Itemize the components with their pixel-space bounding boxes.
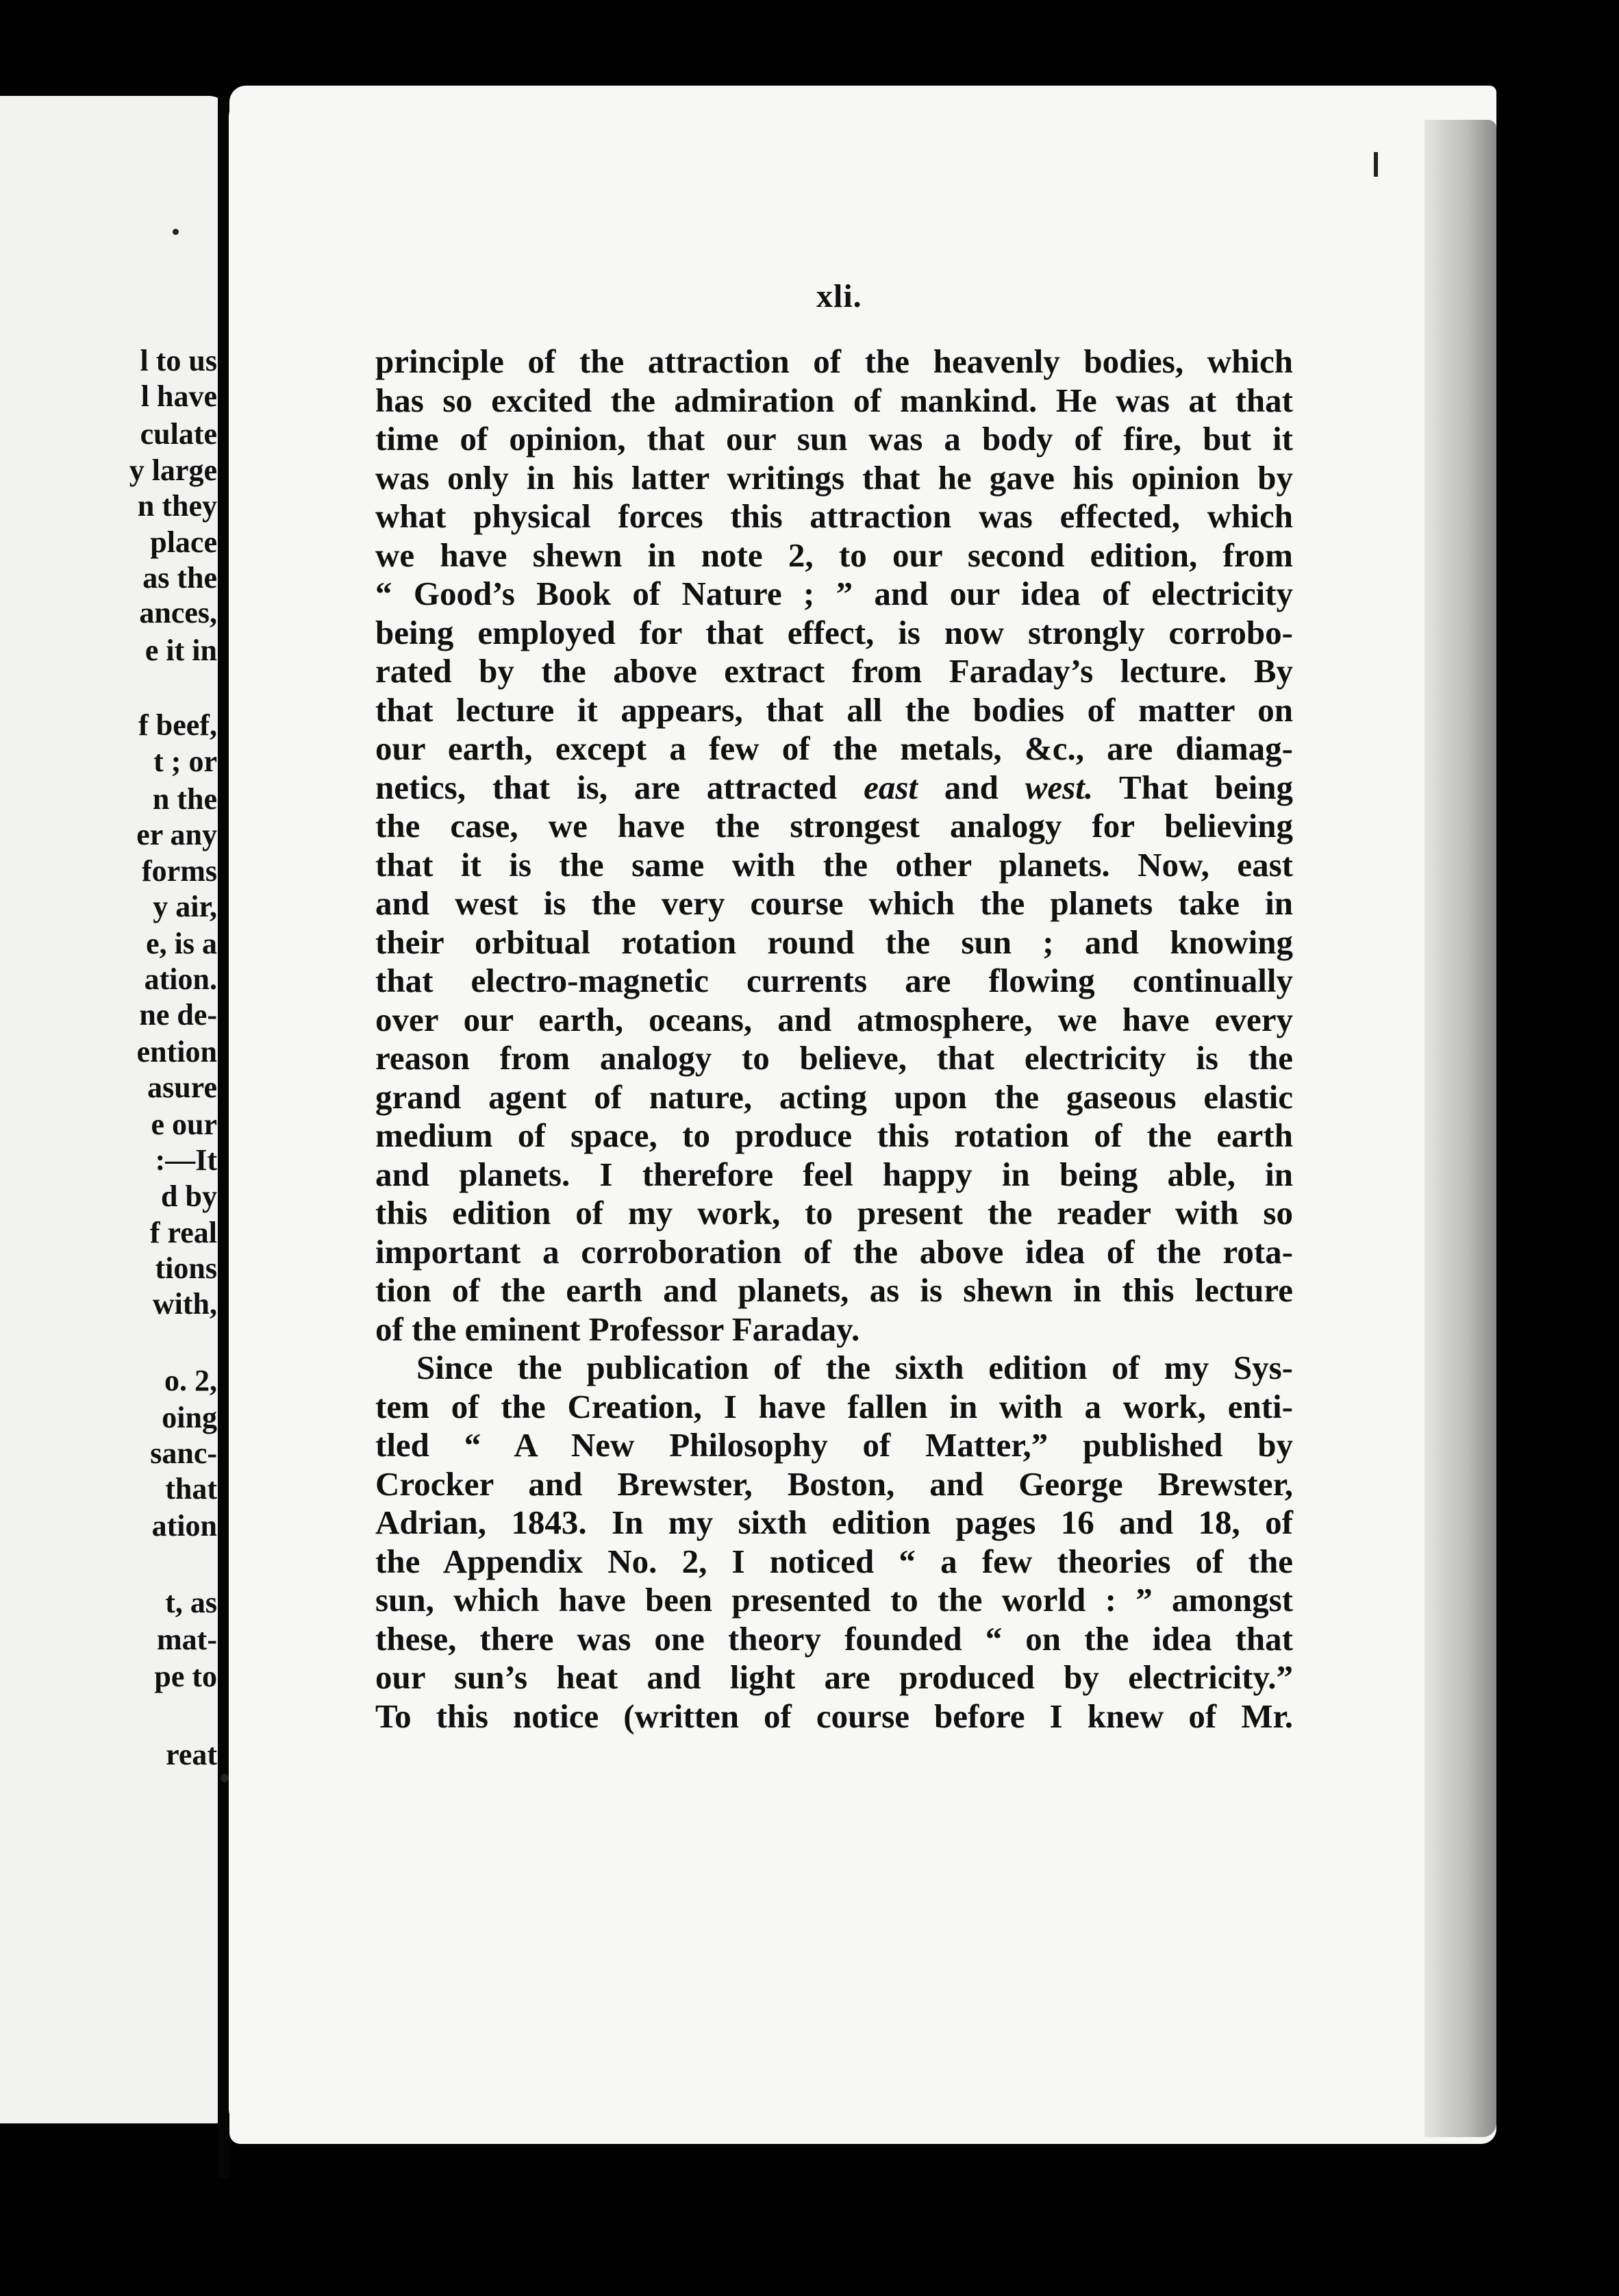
text-line: our sun’s heat and light are produced by electricity.” <box>375 1658 1293 1696</box>
text-line: sun, which have been presented to the world : ” amongst <box>375 1581 1293 1619</box>
left-page-text-fragment: t, as <box>165 1586 217 1619</box>
left-page-text-fragment: ention <box>136 1035 217 1069</box>
text-line: important a corroboration of the above idea of the rota- <box>375 1232 1293 1271</box>
left-page-text-fragment: sanc- <box>150 1436 217 1470</box>
left-page-text-fragment: n they <box>137 489 217 523</box>
text-line: tled “ A New Philosophy of Matter,” published by <box>375 1426 1293 1464</box>
italic-word: east <box>864 768 918 806</box>
text-line: we have shewn in note 2, to our second edition, from <box>375 536 1293 574</box>
text-line: and planets. I therefore feel happy in being able, in <box>375 1155 1293 1193</box>
text-span: That being <box>1093 768 1293 806</box>
text-line: Adrian, 1843. In my sixth edition pages 16 and 18, of <box>375 1503 1293 1541</box>
text-span: netics, that is, are attracted <box>375 768 864 806</box>
italic-word: west. <box>1025 768 1094 806</box>
left-page-text-fragment: f real <box>149 1216 217 1249</box>
left-page-text-fragment: that <box>165 1472 217 1506</box>
text-line: tem of the Creation, I have fallen in with a work, enti- <box>375 1387 1293 1425</box>
text-line: of the eminent Professor Faraday. <box>375 1310 860 1348</box>
text-line: what physical forces this attraction was effected, which <box>375 497 1293 535</box>
text-line: “ Good’s Book of Nature ; ” and our idea of electricity <box>375 575 1293 612</box>
text-line: that electro-magnetic currents are flowing continually <box>375 962 1293 999</box>
left-page-text-fragment: f beef, <box>138 708 217 742</box>
text-line <box>375 769 1293 808</box>
left-page-text-fragment: :—It <box>155 1143 217 1177</box>
body-text <box>375 342 1293 1736</box>
page-edge-shadow <box>1425 120 1496 2137</box>
text-line: being employed for that effect, is now strongly corrobo- <box>375 613 1293 651</box>
text-line: their orbitual rotation round the sun ; and knowing <box>375 923 1293 961</box>
left-page-text-fragment: oing <box>162 1401 217 1434</box>
text-line: the case, we have the strongest analogy for believing <box>375 807 1293 845</box>
text-line: grand agent of nature, acting upon the gaseous elastic <box>375 1077 1293 1116</box>
left-page-text-fragment: ne de- <box>139 998 217 1032</box>
text-line: has so excited the admiration of mankind. He was at that <box>375 381 1293 419</box>
text-line: this edition of my work, to present the reader with so <box>375 1194 1293 1232</box>
left-page-text-fragment: as the <box>142 561 217 595</box>
text-line: that lecture it appears, that all the bodies of matter on <box>375 690 1293 729</box>
text-span: and <box>918 768 1025 806</box>
left-page-text-fragment: l have <box>140 379 217 413</box>
text-line: tion of the earth and planets, as is shewn in this lecture <box>375 1271 1293 1309</box>
left-page-text-fragment: with, <box>152 1287 217 1321</box>
text-line: these, there was one theory founded “ on the idea that <box>375 1619 1293 1658</box>
left-page-text-fragment: pe to <box>154 1660 217 1693</box>
left-page-text-fragment: mat- <box>157 1623 217 1656</box>
left-page-text-fragment: d by <box>161 1180 217 1213</box>
left-page-text-fragment: ation <box>151 1509 217 1543</box>
left-page-text-fragment: y large <box>129 453 217 487</box>
left-page-text-fragment: tions <box>155 1251 217 1285</box>
text-line: Crocker and Brewster, Boston, and George Brewster, <box>375 1464 1293 1503</box>
left-page-text-fragment: l to us <box>140 344 217 377</box>
left-page-text-fragment: place <box>150 525 217 559</box>
book-gutter <box>218 96 229 2178</box>
left-page-text-fragment: reat <box>166 1738 217 1771</box>
text-line: the Appendix No. 2, I noticed “ a few theories of the <box>375 1542 1293 1580</box>
left-page-text-fragment: n the <box>152 782 217 816</box>
left-page-text-fragment: culate <box>140 417 217 451</box>
left-page-text-fragment: y air, <box>153 890 217 923</box>
text-line: To this notice (written of course before I knew of Mr. <box>375 1697 1293 1735</box>
left-page-text-fragment: ances, <box>139 596 217 629</box>
text-line: was only in his latter writings that he gave his opinion by <box>375 458 1293 497</box>
left-page-text-fragment: ation. <box>144 962 217 996</box>
text-line: our earth, except a few of the metals, &c., are diamag- <box>375 729 1293 767</box>
ink-speck <box>1374 152 1378 177</box>
left-page-text-fragment: forms <box>142 854 217 888</box>
left-page-text-fragment: o. 2, <box>164 1364 217 1397</box>
text-line: principle of the attraction of the heavenly bodies, which <box>375 342 1293 380</box>
left-facing-page <box>0 96 229 2123</box>
text-line: time of opinion, that our sun was a body of fire, but it <box>375 420 1293 458</box>
text-line: and west is the very course which the planets take in <box>375 884 1293 922</box>
text-line: medium of space, to produce this rotation of the earth <box>375 1116 1293 1154</box>
left-page-text-fragment: e it in <box>145 634 217 667</box>
text-line: Since the publication of the sixth edition of my Sys- <box>416 1349 1293 1386</box>
left-page-text-fragment: e our <box>151 1108 217 1141</box>
ink-speck <box>173 229 179 235</box>
text-line: that it is the same with the other planets. Now, east <box>375 845 1293 884</box>
text-line: reason from analogy to believe, that electricity is the <box>375 1039 1293 1077</box>
left-page-text-fragment: er any <box>136 818 217 851</box>
left-page-text-fragment: t ; or <box>153 745 217 778</box>
text-line: rated by the above extract from Faraday’s lecture. By <box>375 652 1293 690</box>
left-page-text-fragment: e, is a <box>146 927 217 960</box>
left-page-text-fragment: asure <box>147 1071 217 1104</box>
text-line: over our earth, oceans, and atmosphere, we have every <box>375 1000 1293 1038</box>
page-number: xli. <box>816 278 862 314</box>
ink-speck <box>221 1774 229 1782</box>
